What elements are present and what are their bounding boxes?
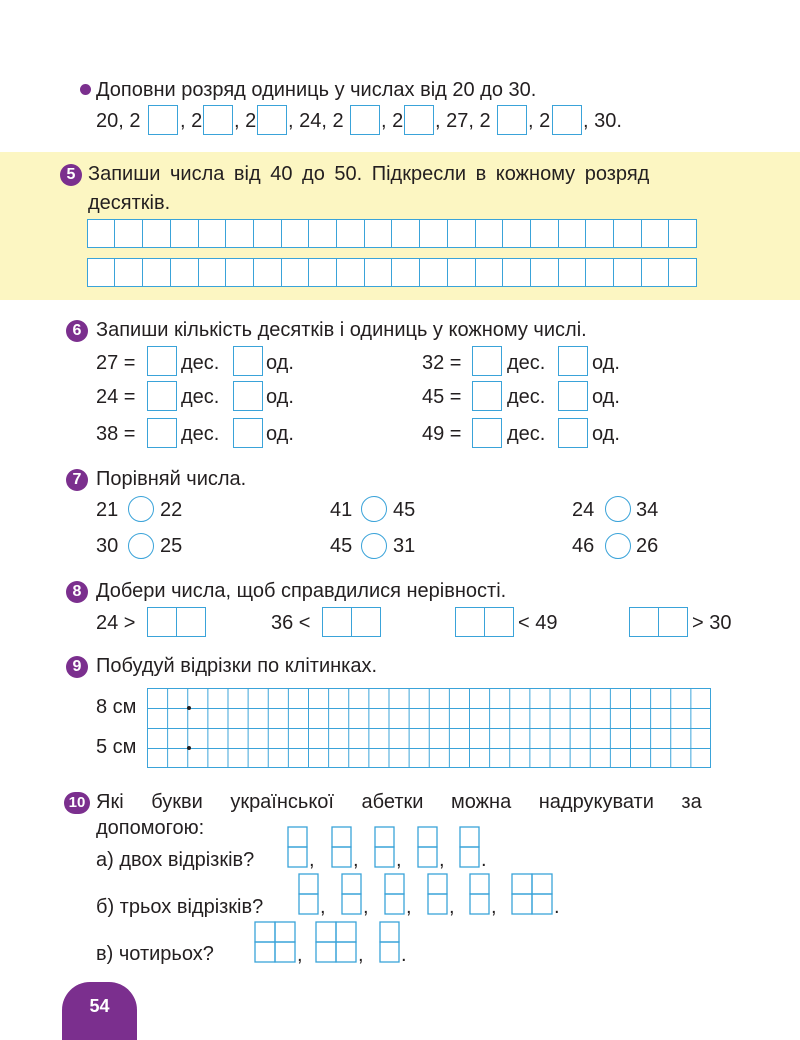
seq-text-1: , 2 <box>180 110 203 132</box>
task-number-badge: 10 <box>64 792 90 814</box>
question-c: в) чотирьох? <box>96 943 214 965</box>
grid-cell[interactable] <box>668 219 697 248</box>
grid-cell[interactable] <box>308 258 337 287</box>
units-label: од. <box>592 386 620 408</box>
grid-cell[interactable] <box>87 258 116 287</box>
grid-cell[interactable] <box>419 219 448 248</box>
tens-box[interactable] <box>147 418 177 448</box>
seq-text-0: 20, 2 <box>96 110 141 132</box>
task10-text-line1: Які букви української абетки можна надрукувати за <box>96 791 702 813</box>
answer-box[interactable] <box>350 105 380 135</box>
grid-cell[interactable] <box>391 219 420 248</box>
grid-cell[interactable] <box>530 258 559 287</box>
grid-cell[interactable] <box>668 258 697 287</box>
answer-box[interactable] <box>203 105 233 135</box>
seq-text-2: , 2 <box>234 110 257 132</box>
grid-cell[interactable] <box>447 258 476 287</box>
grid-cell[interactable] <box>502 219 531 248</box>
digit-box[interactable] <box>484 607 514 637</box>
tens-label: дес. <box>181 386 220 408</box>
svg-text:.: . <box>401 944 407 966</box>
tens-box[interactable] <box>472 418 502 448</box>
svg-text:,: , <box>396 849 402 871</box>
svg-text:,: , <box>320 896 326 918</box>
grid-cell[interactable] <box>364 258 393 287</box>
compare-right: 34 <box>636 499 659 521</box>
grid-cell[interactable] <box>558 219 587 248</box>
task5-text-line1: Запиши числа від 40 до 50. Підкресли в кожному розряд <box>88 163 650 185</box>
units-label: од. <box>266 423 294 445</box>
bullet-icon <box>80 84 91 95</box>
digit-box[interactable] <box>658 607 688 637</box>
svg-text:,: , <box>363 896 369 918</box>
tens-box[interactable] <box>472 381 502 411</box>
grid-cell[interactable] <box>391 258 420 287</box>
answer-box[interactable] <box>404 105 434 135</box>
grid-cell[interactable] <box>114 219 143 248</box>
answer-grid-row[interactable] <box>88 219 697 248</box>
units-box[interactable] <box>558 418 588 448</box>
drawing-grid[interactable] <box>147 688 711 768</box>
grid-cell[interactable] <box>253 219 282 248</box>
task-number-badge: 8 <box>66 581 88 603</box>
grid-cell[interactable] <box>142 258 171 287</box>
grid-cell[interactable] <box>475 219 504 248</box>
svg-text:,: , <box>309 849 315 871</box>
compare-circle[interactable] <box>361 533 387 559</box>
tens-label: дес. <box>507 423 546 445</box>
inequality-3: < 49 <box>518 612 558 634</box>
compare-left: 45 <box>330 535 353 557</box>
svg-text:.: . <box>554 896 560 918</box>
grid-cell[interactable] <box>253 258 282 287</box>
grid-cell[interactable] <box>502 258 531 287</box>
grid-cell[interactable] <box>281 258 310 287</box>
compare-circle[interactable] <box>128 496 154 522</box>
compare-circle[interactable] <box>605 496 631 522</box>
compare-right: 26 <box>636 535 659 557</box>
task-number-badge: 6 <box>66 320 88 342</box>
segment-label-8cm: 8 см <box>96 696 137 718</box>
question-a: а) двох відрізків? <box>96 849 255 871</box>
compare-left: 30 <box>96 535 119 557</box>
digit-box[interactable] <box>629 607 659 637</box>
number-label: 38 = <box>96 423 136 445</box>
tens-label: дес. <box>181 423 220 445</box>
answer-box[interactable] <box>497 105 527 135</box>
grid-cell[interactable] <box>170 219 199 248</box>
grid-cell[interactable] <box>613 219 642 248</box>
units-box[interactable] <box>558 346 588 376</box>
compare-circle[interactable] <box>128 533 154 559</box>
compare-left: 41 <box>330 499 353 521</box>
start-point <box>187 706 191 710</box>
grid-cell[interactable] <box>198 219 227 248</box>
grid-cell[interactable] <box>170 258 199 287</box>
grid-cell[interactable] <box>225 219 254 248</box>
tens-box[interactable] <box>147 346 177 376</box>
grid-cell[interactable] <box>585 219 614 248</box>
units-label: од. <box>266 386 294 408</box>
compare-left: 21 <box>96 499 119 521</box>
digit-box[interactable] <box>322 607 352 637</box>
svg-text:,: , <box>406 896 412 918</box>
grid-cell[interactable] <box>87 219 116 248</box>
compare-right: 22 <box>160 499 183 521</box>
intro-title: Доповни розряд одиниць у числах від 20 до 30. <box>96 79 537 101</box>
task8-text: Добери числа, щоб справдилися нерівності. <box>96 580 507 602</box>
digit-box[interactable] <box>455 607 485 637</box>
number-label: 24 = <box>96 386 136 408</box>
units-box[interactable] <box>233 418 263 448</box>
svg-text:.: . <box>481 849 487 871</box>
compare-circle[interactable] <box>361 496 387 522</box>
compare-right: 25 <box>160 535 183 557</box>
grid-cell[interactable] <box>225 258 254 287</box>
answer-box[interactable] <box>257 105 287 135</box>
task10-text-line2: допомогою: <box>96 817 205 839</box>
grid-cell[interactable] <box>530 219 559 248</box>
tens-label: дес. <box>507 352 546 374</box>
digit-box[interactable] <box>351 607 381 637</box>
svg-text:,: , <box>491 896 497 918</box>
grid-cell[interactable] <box>641 219 670 248</box>
segment-label-5cm: 5 см <box>96 736 137 758</box>
svg-text:,: , <box>297 944 303 966</box>
grid-cell[interactable] <box>142 219 171 248</box>
seq-text-5: , 27, 2 <box>435 110 491 132</box>
task-number-badge: 9 <box>66 656 88 678</box>
answer-box[interactable] <box>552 105 582 135</box>
units-label: од. <box>592 352 620 374</box>
grid-cell[interactable] <box>419 258 448 287</box>
number-label: 27 = <box>96 352 136 374</box>
svg-text:,: , <box>449 896 455 918</box>
grid-cell[interactable] <box>613 258 642 287</box>
grid-cell[interactable] <box>308 219 337 248</box>
inequality-2: 36 < <box>271 612 311 634</box>
digit-box[interactable] <box>147 607 177 637</box>
units-box[interactable] <box>233 346 263 376</box>
tens-box[interactable] <box>472 346 502 376</box>
units-box[interactable] <box>558 381 588 411</box>
grid-cell[interactable] <box>585 258 614 287</box>
task-number-badge: 5 <box>60 164 82 186</box>
grid-cell[interactable] <box>336 258 365 287</box>
answer-grid-row[interactable] <box>88 258 697 287</box>
task-number-badge: 7 <box>66 469 88 491</box>
page-number: 54 <box>89 996 110 1016</box>
units-label: од. <box>592 423 620 445</box>
compare-left: 46 <box>572 535 595 557</box>
task7-text: Порівняй числа. <box>96 468 247 490</box>
svg-text:,: , <box>353 849 359 871</box>
inequality-4: > 30 <box>692 612 732 634</box>
task9-text: Побудуй відрізки по клітинках. <box>96 655 378 677</box>
question-b: б) трьох відрізків? <box>96 896 264 918</box>
compare-left: 24 <box>572 499 595 521</box>
grid-cell[interactable] <box>281 219 310 248</box>
task6-text: Запиши кількість десятків і одиниць у кожному числі. <box>96 319 587 341</box>
grid-cell[interactable] <box>364 219 393 248</box>
number-label: 32 = <box>422 352 462 374</box>
units-box[interactable] <box>233 381 263 411</box>
number-label: 45 = <box>422 386 462 408</box>
inequality-1: 24 > <box>96 612 136 634</box>
start-point <box>187 746 191 750</box>
grid-cell[interactable] <box>198 258 227 287</box>
digit-box[interactable] <box>176 607 206 637</box>
seq-text-7: , 30. <box>583 110 622 132</box>
units-label: од. <box>266 352 294 374</box>
number-label: 49 = <box>422 423 462 445</box>
seq-text-4: , 2 <box>381 110 404 132</box>
svg-text:,: , <box>439 849 445 871</box>
answer-box[interactable] <box>148 105 178 135</box>
seq-text-6: , 2 <box>528 110 551 132</box>
compare-circle[interactable] <box>605 533 631 559</box>
grid-cell[interactable] <box>114 258 143 287</box>
grid-cell[interactable] <box>475 258 504 287</box>
compare-right: 45 <box>393 499 416 521</box>
grid-cell[interactable] <box>558 258 587 287</box>
grid-cell[interactable] <box>447 219 476 248</box>
compare-right: 31 <box>393 535 416 557</box>
task5-text-line2: десятків. <box>88 192 171 214</box>
svg-text:,: , <box>358 944 364 966</box>
tens-label: дес. <box>507 386 546 408</box>
tens-label: дес. <box>181 352 220 374</box>
seq-text-3: , 24, 2 <box>288 110 344 132</box>
tens-box[interactable] <box>147 381 177 411</box>
grid-cell[interactable] <box>336 219 365 248</box>
grid-cell[interactable] <box>641 258 670 287</box>
